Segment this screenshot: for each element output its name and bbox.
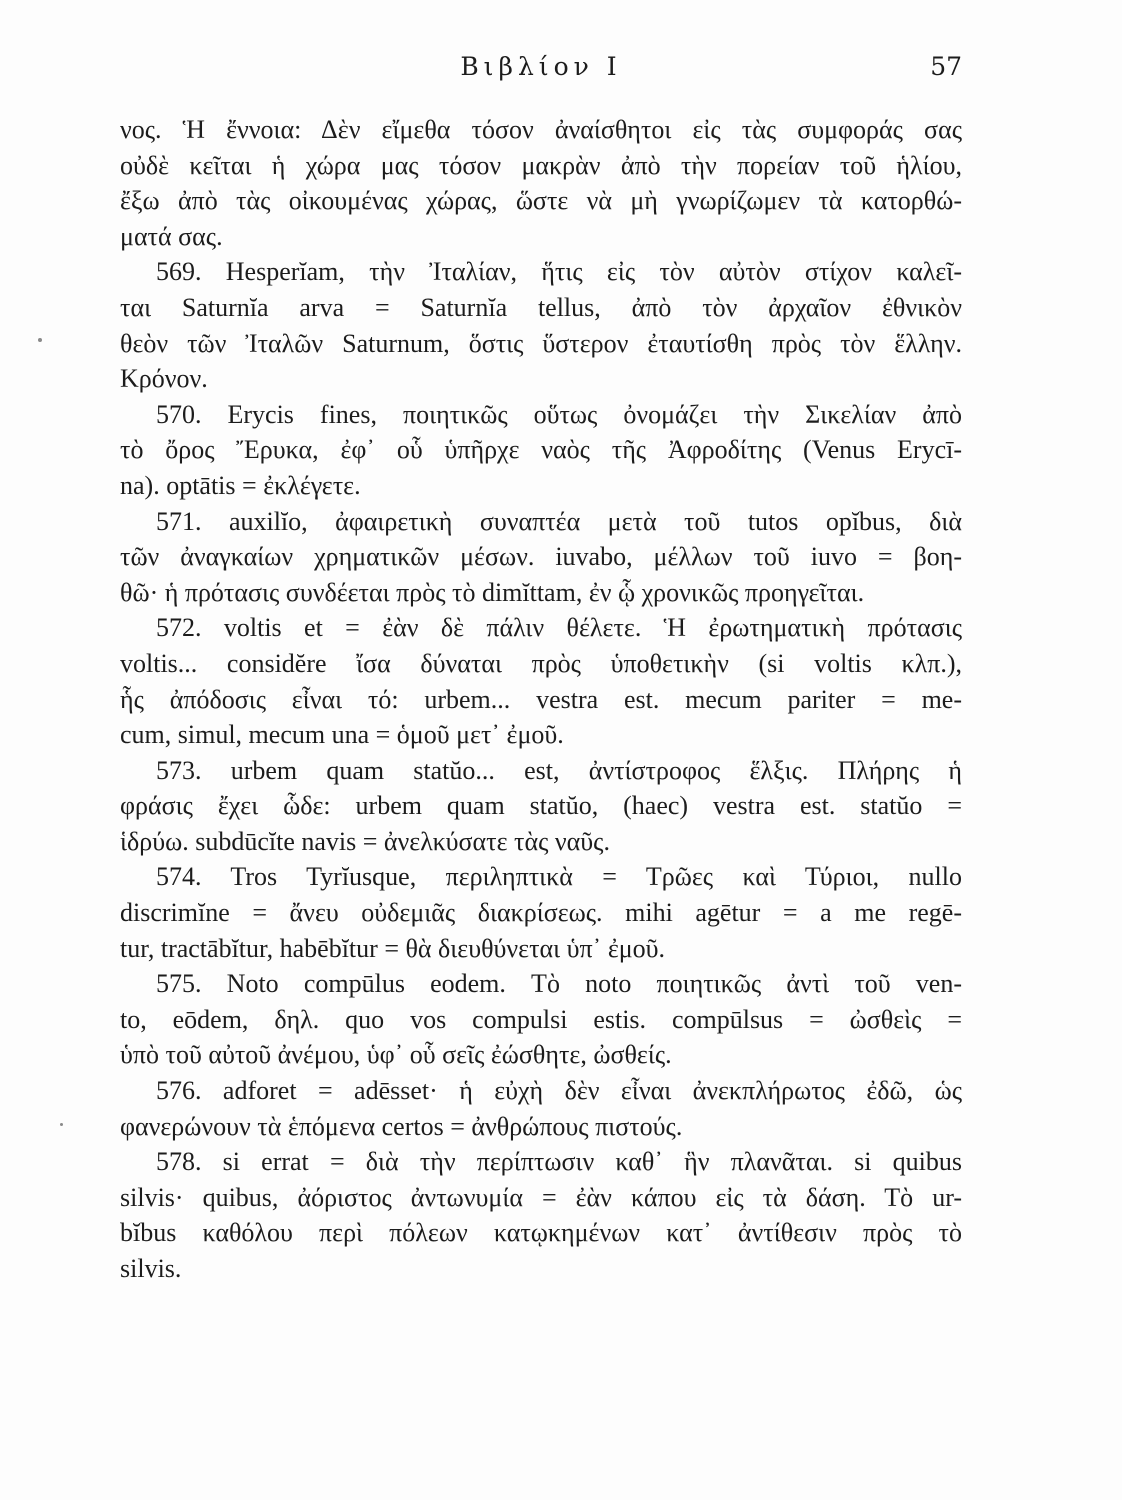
text-line: 569. Hesperĭam, τὴν Ἰταλίαν, ἥτις εἰς τὸν αὐτὸν στίχον καλεῖ- — [156, 257, 962, 287]
text-line: 573. urbem quam statŭo... est, ἀντίστροφος ἕλξις. Πλήρης ἡ — [156, 755, 962, 785]
text-line: θεὸν τῶν Ἰταλῶν Saturnum, ὅστις ὕστερον ἐταυτίσθη πρὸς τὸν ἕλλην. — [120, 328, 962, 358]
text-line: na). optātis = ἐκλέγετε. — [120, 470, 361, 500]
text-line: bĭbus καθόλου περὶ πόλεων κατῳκημένων κατ᾿ ἀντίθεσιν πρὸς τὸ — [120, 1218, 962, 1248]
text-line: οὐδὲ κεῖται ἡ χώρα μας τόσον μακρὰν ἀπὸ τὴν πορείαν τοῦ ἡλίου, — [120, 150, 962, 180]
commentary-paragraph — [120, 504, 962, 611]
text-line: tur, tractābĭtur, habēbĭtur = θὰ διευθύνεται ὑπ᾿ ἐμοῦ. — [120, 933, 666, 963]
text-line: ἧς ἀπόδοσις εἶναι τό: urbem... vestra est. mecum pariter = me- — [120, 684, 962, 714]
text-line: νος. Ἡ ἔννοια: Δὲν εἴμεθα τόσον ἀναίσθητοι εἰς τὰς συμφοράς σας — [120, 115, 962, 144]
text-line: silvis. — [120, 1254, 182, 1283]
text-line: ἔξω ἀπὸ τὰς οἰκουμένας χώρας, ὥστε νὰ μὴ γνωρίζωμεν τὰ κατορθώ- — [120, 186, 962, 216]
page-number: 57 — [930, 52, 962, 81]
commentary-paragraph — [120, 610, 962, 752]
running-header — [120, 52, 962, 88]
commentary-text — [120, 112, 962, 1287]
text-line: θῶ· ἡ πρότασις συνδέεται πρὸς τὸ dimĭttam, ἐν ᾧ χρονικῶς προηγεῖται. — [120, 577, 865, 607]
commentary-paragraph — [120, 254, 962, 396]
commentary-paragraph — [120, 1073, 962, 1144]
text-line: ἱδρύω. subdūcĭte navis = ἀνελκύσατε τὰς ναῦς. — [120, 826, 610, 856]
text-line: 574. Tros Tyrĭusque, περιληπτικὰ = Τρῶες καὶ Τύριοι, nullo — [156, 862, 962, 892]
commentary-paragraph — [120, 966, 962, 1073]
commentary-paragraph — [120, 859, 962, 966]
text-line: to, eōdem, δηλ. quo vos compulsi estis. compūlsus = ὠσθεὶς = — [120, 1004, 962, 1034]
text-line: Κρόνον. — [120, 364, 208, 394]
text-line: cum, simul, mecum una = ὁμοῦ μετ᾿ ἐμοῦ. — [120, 720, 564, 750]
commentary-paragraph — [120, 1144, 962, 1286]
text-line: ὑπὸ τοῦ αὐτοῦ ἀνέμου, ὑφ᾿ οὗ σεῖς ἐώσθητε, ὠσθείς. — [120, 1040, 672, 1070]
text-line: 576. adforet = adēsset· ἡ εὐχὴ δὲν εἶναι ἀνεκπλήρωτος ἐδῶ, ὡς — [156, 1076, 962, 1106]
text-line: 571. auxilĭo, ἀφαιρετικὴ συναπτέα μετὰ τοῦ tutos opĭbus, διὰ — [156, 506, 962, 536]
text-line: voltis... considĕre ἴσα δύναται πρὸς ὑποθετικὴν (si voltis κλπ.), — [120, 648, 962, 678]
text-line: 570. Erycis fines, ποιητικῶς οὕτως ὀνομάζει τὴν Σικελίαν ἀπὸ — [156, 399, 962, 429]
text-line: 575. Noto compūlus eodem. Τὸ noto ποιητικῶς ἀντὶ τοῦ ven- — [156, 969, 962, 999]
commentary-paragraph — [120, 753, 962, 860]
text-line: 578. si errat = διὰ τὴν περίπτωσιν καθ᾿ ἣν πλανᾶται. si quibus — [156, 1147, 962, 1177]
text-line: silvis· quibus, ἀόριστος ἀντωνυμία = ἐὰν κάπου εἰς τὰ δάση. Τὸ ur- — [120, 1182, 962, 1212]
text-line: discrimĭne = ἄνευ οὐδεμιᾶς διακρίσεως. mihi agētur = a me regē- — [120, 898, 962, 928]
text-line: τὸ ὄρος Ἔρυκα, ἐφ᾿ οὗ ὑπῆρχε ναὸς τῆς Ἀφροδίτης (Venus Erycī- — [120, 435, 962, 465]
text-line: ματά σας. — [120, 221, 223, 251]
commentary-paragraph — [120, 397, 962, 504]
commentary-paragraph — [120, 112, 962, 254]
text-line: φράσις ἔχει ὧδε: urbem quam statŭo, (haec) vestra est. statŭo = — [120, 791, 962, 821]
header-title: Βιβλίον I — [460, 52, 622, 81]
text-line: φανερώνουν τὰ ἑπόμενα certos = ἀνθρώπους πιστούς. — [120, 1111, 683, 1141]
print-speck — [38, 338, 42, 342]
text-line: 572. voltis et = ἐὰν δὲ πάλιν θέλετε. Ἡ ἐρωτηματικὴ πρότασις — [156, 613, 962, 643]
print-speck — [60, 1123, 63, 1126]
text-line: τῶν ἀναγκαίων χρηματικῶν μέσων. iuvabo, μέλλων τοῦ iuvo = βοη- — [120, 542, 962, 572]
text-line: ται Saturnĭa arva = Saturnĭa tellus, ἀπὸ τὸν ἀρχαῖον ἐθνικὸν — [120, 292, 962, 322]
